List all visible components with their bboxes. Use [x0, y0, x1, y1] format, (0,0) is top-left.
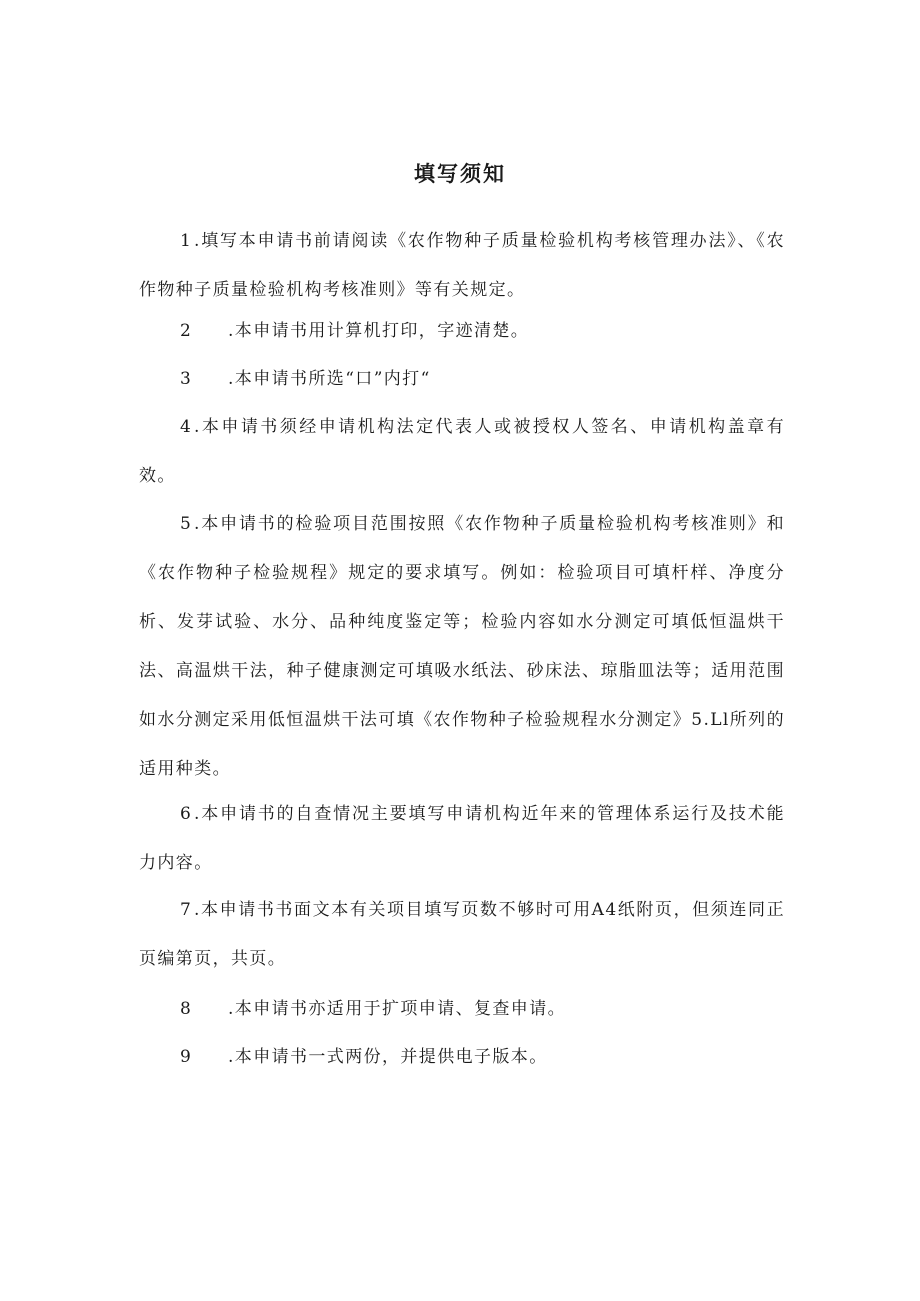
- item-text: .本申请书书面文本有关项目填写页数不够时可用A4纸附页，但须连同正页编第页，共页。: [139, 900, 785, 969]
- list-item-2: [139, 307, 785, 356]
- item-number: 2: [180, 321, 193, 341]
- item-text: .本申请书的自查情况主要填写申请机构近年来的管理体系运行及技术能力内容。: [139, 804, 785, 873]
- item-number: 3: [180, 369, 193, 389]
- list-item-8: [139, 985, 785, 1034]
- list-item-7: [139, 886, 785, 984]
- item-number: 9: [180, 1047, 193, 1067]
- item-number: 4: [180, 417, 193, 437]
- list-item-1: [139, 217, 785, 315]
- list-item-5: [139, 500, 785, 794]
- item-text: .本申请书所选“口”内打“: [228, 369, 431, 389]
- list-item-6: [139, 790, 785, 888]
- item-number: 7: [180, 900, 193, 920]
- item-text: .本申请书一式两份，并提供电子版本。: [228, 1047, 548, 1067]
- list-item-9: [139, 1033, 785, 1082]
- item-number: 5: [180, 514, 193, 534]
- list-item-3: [139, 355, 785, 404]
- item-text: .本申请书须经申请机构法定代表人或被授权人签名、申请机构盖章有效。: [139, 417, 785, 486]
- item-number: 8: [180, 999, 193, 1019]
- item-text: .本申请书用计算机打印，字迹清楚。: [228, 321, 530, 341]
- item-number: 1: [180, 231, 193, 251]
- item-text: .本申请书的检验项目范围按照《农作物种子质量检验机构考核准则》和《农作物种子检验规程》规定的要求填写。例如：检验项目可填杆样、净度分析、发芽试验、水分、品种纯度鉴定等；检验内容如水分测定可填低恒温烘干法、高温烘干法，种子健康测定可填吸水纸法、砂床法、琼脂皿法等；适用范围如水分测定采用低恒温烘干法可填《农作物种子检验规程水分测定》5.Ll所列的适用种类。: [139, 514, 785, 779]
- list-item-4: [139, 403, 785, 501]
- item-number: 6: [180, 804, 193, 824]
- item-text: .填写本申请书前请阅读《农作物种子质量检验机构考核管理办法》、《农作物种子质量检验机构考核准则》等有关规定。: [139, 231, 785, 300]
- page-title: 填写须知: [414, 162, 506, 186]
- item-text: .本申请书亦适用于扩项申请、复查申请。: [228, 999, 567, 1019]
